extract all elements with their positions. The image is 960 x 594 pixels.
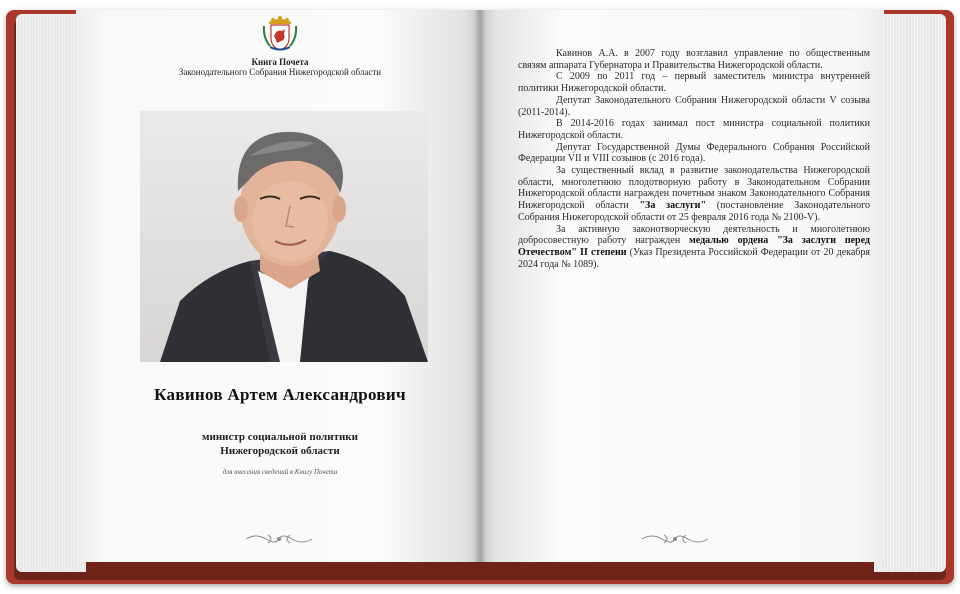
award-name: "За заслуги" <box>639 200 706 212</box>
position-line-2: Нижегородской области <box>220 445 340 457</box>
person-name: Кавинов Артем Александрович <box>154 385 406 404</box>
flourish-icon <box>640 531 710 547</box>
bio-text: За существенный вклад в развитие законодательства Нижегородской области, многолетнюю плодотворную работу в Законодательном Собрании Нижегородской области награжден почетным знаком Законодательного Собрания Нижегородской области <box>518 165 870 212</box>
entry-note: для внесения сведений в Книгу Почета <box>222 468 338 476</box>
bio-paragraph: Депутат Законодательного Собрания Нижегородской области V созыва (2011-2014). <box>518 94 870 118</box>
book-subtitle: Законодательного Собрания Нижегородской области <box>178 67 382 77</box>
flourish-icon <box>244 531 314 547</box>
book-gutter <box>474 10 486 562</box>
award-name: медалью ордена "За заслуги перед Отечеством" II степени <box>518 235 870 258</box>
bio-paragraph: Кавинов А.А. в 2007 году возглавил управление по общественным связям аппарата Губернатора и Правительства Нижегородской области. <box>518 48 870 71</box>
coat-of-arms-icon <box>261 16 299 52</box>
portrait-photo <box>140 111 428 362</box>
person-position <box>130 430 430 458</box>
bio-text: (постановление Законодательного Собрания Нижегородской области от 25 февраля 2016 года № 2100-V). <box>518 200 870 223</box>
bio-paragraph: Депутат Государственной Думы Федерального Собрания Российской Федерации VII и VIII созывов (с 2016 года). <box>518 141 870 165</box>
bio-text: За активную законотворческую деятельность и многолетнюю добросовестную работу награжден <box>518 223 870 247</box>
bio-paragraph: С 2009 по 2011 год – первый заместитель министра внутренней политики Нижегородской области. <box>518 71 870 95</box>
bio-paragraph: В 2014-2016 годах занимал пост министра социальной политики Нижегородской области. <box>518 118 870 141</box>
portrait-illustration <box>140 111 428 362</box>
book-title: Книга Почета <box>251 57 309 67</box>
page-stack-right <box>874 14 946 572</box>
bio-paragraph <box>518 165 870 224</box>
bio-paragraph <box>518 224 870 271</box>
biography-text <box>518 48 870 270</box>
bio-text: (Указ Президента Российской Федерации от 20 декабря 2024 года № 1089). <box>518 246 870 270</box>
position-line-1: министр социальной политики <box>202 431 358 443</box>
